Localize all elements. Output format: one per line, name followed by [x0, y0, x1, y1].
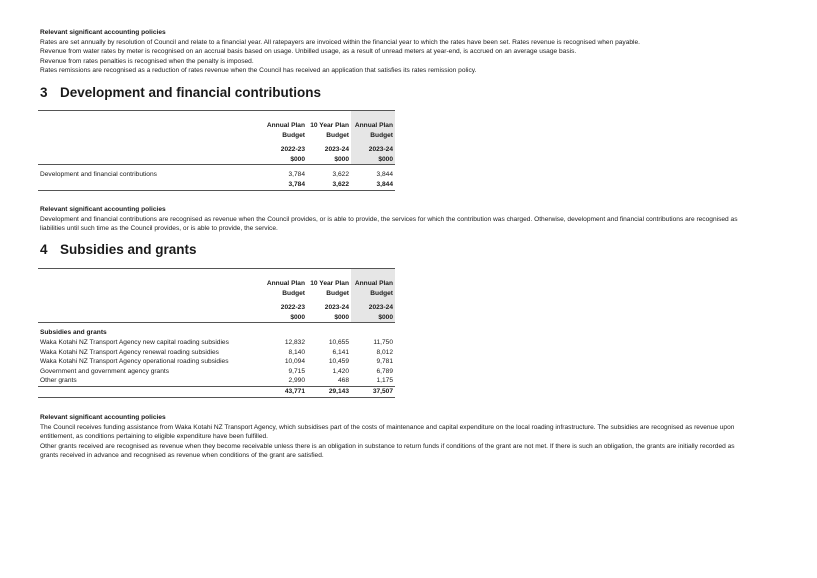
section-4-policy-heading: Relevant significant accounting policies	[40, 414, 166, 421]
row-label: Waka Kotahi NZ Transport Agency new capital roading subsidies	[40, 338, 229, 346]
table-row	[38, 376, 395, 386]
development-contributions-table	[38, 110, 395, 191]
column-unit: $000	[351, 313, 395, 323]
total-value: 3,784	[263, 180, 307, 190]
column-unit: $000	[307, 155, 351, 165]
subsidies-grants-table	[38, 268, 395, 398]
column-year: 2023-24	[324, 304, 349, 312]
column-header: Budget	[282, 131, 305, 139]
column-year: 2022-23	[280, 304, 305, 312]
total-value: 29,143	[307, 386, 351, 397]
row-value: 6,789	[376, 367, 393, 375]
column-year: 2023-24	[324, 146, 349, 154]
row-label: Development and financial contributions	[40, 171, 157, 179]
column-unit: $000	[307, 313, 351, 323]
column-header: Annual Plan	[351, 279, 395, 289]
total-value: 37,507	[351, 386, 395, 397]
table-row	[38, 367, 395, 377]
column-header: Budget	[282, 289, 305, 297]
row-value: 8,012	[376, 348, 393, 356]
total-value: 3,622	[307, 180, 351, 190]
column-year: 2023-24	[351, 145, 395, 155]
row-label: Government and government agency grants	[40, 367, 170, 375]
column-header: Annual Plan	[266, 280, 305, 287]
column-header: Budget	[351, 289, 395, 299]
row-value: 1,420	[332, 367, 349, 375]
section-3-heading	[40, 85, 321, 101]
column-unit: $000	[263, 155, 307, 165]
row-value: 468	[307, 376, 351, 386]
row-value: 11,750	[373, 338, 393, 346]
row-value: 8,140	[288, 348, 305, 356]
column-unit: $000	[263, 313, 307, 323]
column-header: 10 Year Plan	[310, 122, 349, 129]
section-4-heading	[40, 242, 197, 258]
rates-policy-line: Revenue from rates penalties is recognised when the penalty is imposed.	[40, 57, 254, 65]
total-value: 3,844	[351, 180, 395, 190]
row-value: 3,844	[376, 171, 393, 179]
section-4-policy-text: The Council receives funding assistance from Waka Kotahi NZ Transport Agency, which subsidises part of the costs of maintenance and capital expenditure on the local roading infrastructure. The subsidies are recognised as revenue upon entitlement, as conditions pertaining to eligible expenditure have been fulfilled.	[40, 423, 735, 441]
column-header: Annual Plan	[266, 122, 305, 129]
table-row	[38, 348, 395, 358]
table-row	[38, 170, 395, 180]
row-value: 10,655	[328, 338, 349, 346]
table-row	[38, 357, 395, 367]
row-value: 6,141	[332, 348, 349, 356]
column-header: Budget	[326, 131, 349, 139]
row-value: 9,781	[376, 358, 393, 366]
row-value: 12,832	[284, 338, 305, 346]
group-label: Subsidies and grants	[40, 329, 107, 337]
column-header: Annual Plan	[351, 121, 395, 131]
rates-policy-heading: Relevant significant accounting policies	[40, 29, 166, 36]
section-4-policy-text: Other grants received are recognised as revenue when they become receivable unless there is an obligation in substance to return funds if conditions of the grant are not met. If there is such an obligation, the grants are initially recorded as grants received in advance and recognised as revenue when conditions of the grant are satisfied.	[40, 442, 735, 460]
row-value: 1,175	[351, 376, 395, 386]
rates-policy-line: Rates remissions are recognised as a reduction of rates revenue when the Council has received an application that satisfies its rates remission policy.	[40, 67, 477, 75]
total-value: 43,771	[263, 386, 307, 397]
row-label: Waka Kotahi NZ Transport Agency operational roading subsidies	[40, 358, 229, 366]
column-header: 10 Year Plan	[310, 280, 349, 287]
row-value: 10,094	[284, 358, 305, 366]
row-value: 2,990	[263, 376, 307, 386]
row-value: 3,622	[332, 171, 349, 179]
section-number: 4	[40, 242, 48, 257]
row-value: 10,459	[328, 358, 349, 366]
table-row	[38, 338, 395, 348]
row-value: 9,715	[288, 367, 305, 375]
column-unit: $000	[351, 155, 395, 165]
row-value: 3,784	[288, 171, 305, 179]
column-header: Budget	[351, 131, 395, 141]
section-title: Subsidies and grants	[60, 242, 197, 257]
section-number: 3	[40, 85, 48, 100]
rates-policy-line: Revenue from water rates by meter is recognised on an accrual basis based on usage. Unbilled usage, as a result of unread meters at year-end, is accrued on an average usage basis.	[40, 48, 577, 56]
section-3-policy-heading: Relevant significant accounting policies	[40, 206, 166, 213]
rates-policy-line: Rates are set annually by resolution of Council and relate to a financial year. All ratepayers are invoiced within the financial year to which the rates have been set. Rates revenue is recognised when payable.	[40, 38, 641, 46]
section-3-policy-text: Development and financial contributions are recognised as revenue when the Council provides, or is able to provide, the services for which the contribution was charged. Otherwise, development and financial contributions are recognised as liabilities until such time as the Council provides, or is able to provide, the service.	[40, 215, 738, 233]
column-year: 2023-24	[351, 303, 395, 313]
total-row	[38, 180, 395, 190]
row-label: Waka Kotahi NZ Transport Agency renewal roading subsidies	[40, 348, 219, 356]
section-title: Development and financial contributions	[60, 85, 322, 100]
column-header: Budget	[326, 289, 349, 297]
column-year: 2022-23	[280, 146, 305, 154]
row-label: Other grants	[38, 376, 263, 386]
total-row	[38, 386, 395, 397]
